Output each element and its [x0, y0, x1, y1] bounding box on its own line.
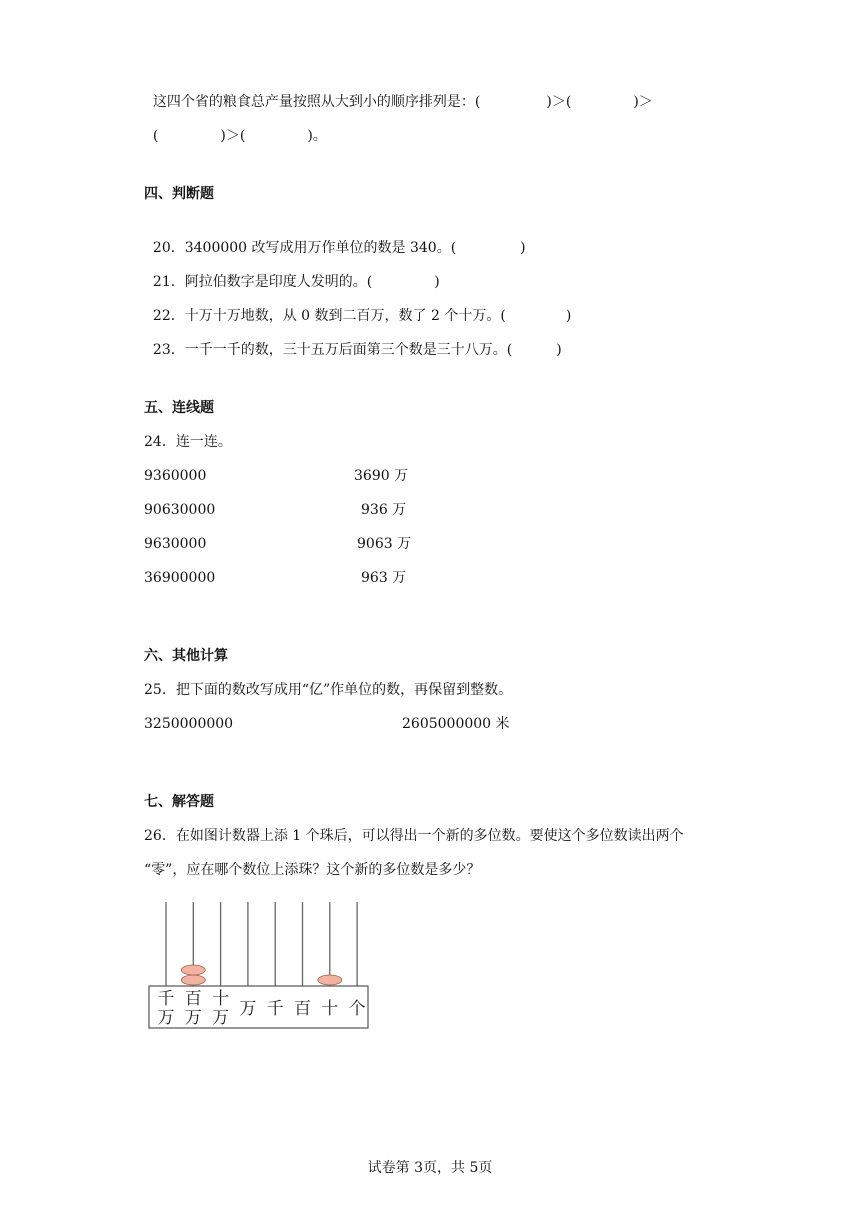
- ordering-question-line2: ( )＞( )。: [152, 128, 327, 144]
- question-26-line2: “零”，应在哪个数位上添珠？这个新的多位数是多少？: [144, 862, 481, 878]
- match-right-item: 936 万: [361, 502, 407, 518]
- abacus-place-label: 万: [184, 1008, 202, 1028]
- abacus-bead: [181, 965, 205, 975]
- abacus-bead: [318, 975, 342, 985]
- abacus-place-label: 十: [321, 999, 339, 1019]
- abacus-counter: [148, 900, 370, 1030]
- question-22: 22．十万十万地数，从 0 数到二百万，数了 2 个十万。( ): [152, 308, 572, 324]
- abacus-place-label: 千: [266, 999, 284, 1019]
- section-title-matching: 五、连线题: [144, 400, 214, 416]
- match-left-item: 36900000: [144, 570, 216, 586]
- match-left-item: 9630000: [144, 536, 207, 552]
- abacus-place-label: 千: [157, 989, 175, 1009]
- abacus-place-label: 万: [212, 1008, 230, 1028]
- abacus-place-label: 十: [212, 989, 230, 1009]
- ordering-text: 这四个省的粮食总产量按照从大到小的顺序排列是：(: [152, 94, 481, 110]
- question-23: 23．一千一千的数，三十五万后面第三个数是三十八万。( ): [152, 342, 562, 358]
- match-right-item: 9063 万: [357, 536, 412, 552]
- section-title-calculation: 六、其他计算: [144, 648, 228, 664]
- match-right-item: 3690 万: [354, 468, 409, 484]
- page-footer: 试卷第 3页，共 5页: [367, 1160, 493, 1176]
- abacus-place-label: 个: [348, 999, 366, 1019]
- match-right-item: 963 万: [361, 570, 407, 586]
- ordering-question-line1: 这四个省的粮食总产量按照从大到小的顺序排列是：( )＞( )＞: [152, 94, 653, 110]
- question-21: 21．阿拉伯数字是印度人发明的。( ): [152, 274, 440, 290]
- match-left-item: 9360000: [144, 468, 207, 484]
- abacus-place-label: 万: [157, 1008, 175, 1028]
- abacus-place-label: 百: [184, 989, 202, 1009]
- abacus-place-label: 万: [239, 999, 257, 1019]
- question-25: 25．把下面的数改写成用“亿”作单位的数，再保留到整数。: [144, 682, 513, 698]
- calc-number-a: 3250000000: [144, 716, 234, 732]
- question-20: 20．3400000 改写成用万作单位的数是 340。( ): [152, 240, 526, 256]
- section-title-answer: 七、解答题: [144, 794, 214, 810]
- calc-number-b: 2605000000 米: [402, 716, 510, 732]
- section-title-judgement: 四、判断题: [144, 186, 214, 202]
- abacus-place-label: 百: [294, 999, 311, 1019]
- question-26-line1: 26．在如图计数器上添 1 个珠后，可以得出一个新的多位数。要使这个多位数读出两个: [144, 828, 684, 844]
- question-24: 24．连一连。: [144, 434, 232, 450]
- match-left-item: 90630000: [144, 502, 216, 518]
- abacus-bead: [181, 975, 205, 985]
